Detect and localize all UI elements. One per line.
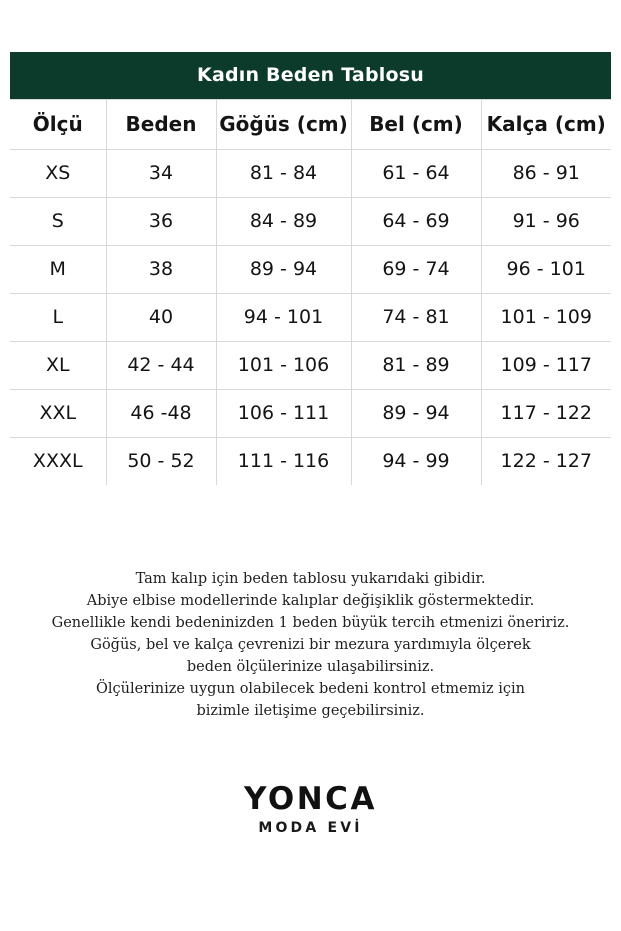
cell-gogus: 106 - 111 <box>216 390 351 438</box>
note-line: Abiye elbise modellerinde kalıplar değişiklik göstermektedir. <box>86 593 535 609</box>
column-header-gogus: Göğüs (cm) <box>216 100 351 150</box>
cell-beden: 42 - 44 <box>106 342 216 390</box>
cell-bel: 94 - 99 <box>351 438 481 486</box>
table-row <box>10 342 611 390</box>
cell-beden: 46 -48 <box>106 390 216 438</box>
table-row <box>10 198 611 246</box>
table-row <box>10 294 611 342</box>
cell-kalca: 109 - 117 <box>481 342 611 390</box>
cell-size-label: XS <box>10 150 106 198</box>
note-line: Genellikle kendi bedeninizden 1 beden büyük tercih etmenizi öneririz. <box>51 615 570 631</box>
table-header-row <box>10 100 611 150</box>
cell-bel: 89 - 94 <box>351 390 481 438</box>
cell-kalca: 86 - 91 <box>481 150 611 198</box>
cell-beden: 36 <box>106 198 216 246</box>
cell-size-label: XL <box>10 342 106 390</box>
size-guide-notes <box>0 568 621 722</box>
note-line: Göğüs, bel ve kalça çevrenizi bir mezura yardımıyla ölçerek <box>90 637 531 653</box>
column-header-olcu: Ölçü <box>10 100 106 150</box>
note-line: beden ölçülerinize ulaşabilirsiniz. <box>186 659 435 675</box>
cell-gogus: 101 - 106 <box>216 342 351 390</box>
column-header-beden: Beden <box>106 100 216 150</box>
note-line: Tam kalıp için beden tablosu yukarıdaki gibidir. <box>135 571 486 587</box>
cell-bel: 64 - 69 <box>351 198 481 246</box>
cell-beden: 38 <box>106 246 216 294</box>
cell-beden: 40 <box>106 294 216 342</box>
cell-bel: 74 - 81 <box>351 294 481 342</box>
size-table <box>10 99 611 485</box>
cell-gogus: 89 - 94 <box>216 246 351 294</box>
note-line: bizimle iletişime geçebilirsiniz. <box>196 703 425 719</box>
column-header-bel: Bel (cm) <box>351 100 481 150</box>
table-row <box>10 150 611 198</box>
cell-beden: 50 - 52 <box>106 438 216 486</box>
cell-bel: 81 - 89 <box>351 342 481 390</box>
cell-beden: 34 <box>106 150 216 198</box>
cell-gogus: 81 - 84 <box>216 150 351 198</box>
table-row <box>10 438 611 486</box>
size-table-container <box>10 52 611 485</box>
cell-size-label: XXL <box>10 390 106 438</box>
brand-logo <box>0 782 621 836</box>
cell-size-label: XXXL <box>10 438 106 486</box>
brand-name: YONCA <box>244 781 377 817</box>
cell-kalca: 117 - 122 <box>481 390 611 438</box>
cell-size-label: S <box>10 198 106 246</box>
cell-kalca: 96 - 101 <box>481 246 611 294</box>
brand-subtitle: MODA EVİ <box>258 820 363 836</box>
cell-kalca: 101 - 109 <box>481 294 611 342</box>
table-row <box>10 390 611 438</box>
cell-gogus: 94 - 101 <box>216 294 351 342</box>
cell-bel: 69 - 74 <box>351 246 481 294</box>
note-line: Ölçülerinize uygun olabilecek bedeni kontrol etmemiz için <box>96 681 525 697</box>
cell-bel: 61 - 64 <box>351 150 481 198</box>
column-header-kalca: Kalça (cm) <box>481 100 611 150</box>
cell-size-label: L <box>10 294 106 342</box>
table-row <box>10 246 611 294</box>
cell-kalca: 122 - 127 <box>481 438 611 486</box>
cell-size-label: M <box>10 246 106 294</box>
cell-gogus: 111 - 116 <box>216 438 351 486</box>
size-table-title: Kadın Beden Tablosu <box>10 52 611 99</box>
cell-kalca: 91 - 96 <box>481 198 611 246</box>
cell-gogus: 84 - 89 <box>216 198 351 246</box>
